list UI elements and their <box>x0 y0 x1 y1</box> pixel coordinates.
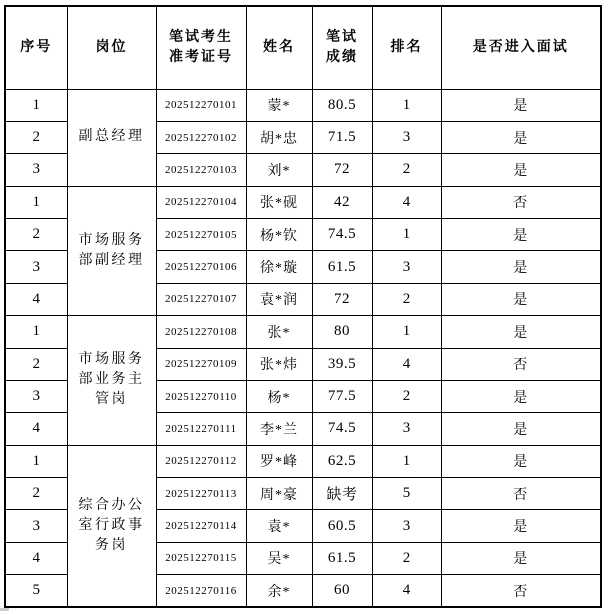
cell-interview: 是 <box>441 542 601 574</box>
header-ticket <box>156 6 246 89</box>
cell-ticket: 202512270107 <box>156 283 246 315</box>
cell-rank: 3 <box>372 251 441 283</box>
header-seq-label: 序号 <box>20 39 53 55</box>
cell-interview: 是 <box>441 445 601 477</box>
cell-name: 杨* <box>246 380 312 412</box>
cell-ticket: 202512270115 <box>156 542 246 574</box>
table-row <box>5 186 601 218</box>
cell-seq: 3 <box>5 510 67 542</box>
cell-ticket: 202512270110 <box>156 380 246 412</box>
cell-interview: 否 <box>441 186 601 218</box>
cell-score: 缺考 <box>312 478 372 510</box>
cell-ticket: 202512270101 <box>156 89 246 121</box>
cell-interview: 是 <box>441 510 601 542</box>
cell-name: 余* <box>246 575 312 607</box>
cell-name: 吴* <box>246 542 312 574</box>
cell-name: 刘* <box>246 154 312 186</box>
cell-interview: 否 <box>441 478 601 510</box>
cell-seq: 2 <box>5 348 67 380</box>
cell-interview: 是 <box>441 380 601 412</box>
cell-interview: 是 <box>441 121 601 153</box>
cell-name: 张*炜 <box>246 348 312 380</box>
cell-name: 罗*峰 <box>246 445 312 477</box>
cell-rank: 1 <box>372 89 441 121</box>
cell-ticket: 202512270108 <box>156 316 246 348</box>
cell-ticket: 202512270106 <box>156 251 246 283</box>
cell-rank: 3 <box>372 413 441 445</box>
cell-name: 李*兰 <box>246 413 312 445</box>
cell-name: 张* <box>246 316 312 348</box>
header-seq <box>5 6 67 89</box>
cell-name: 周*豪 <box>246 478 312 510</box>
cell-name: 胡*忠 <box>246 121 312 153</box>
cell-interview: 是 <box>441 219 601 251</box>
header-interview-label: 是否进入面试 <box>472 39 569 55</box>
cell-seq: 1 <box>5 316 67 348</box>
cell-interview: 否 <box>441 575 601 607</box>
cell-ticket: 202512270112 <box>156 445 246 477</box>
cell-score: 39.5 <box>312 348 372 380</box>
header-rank-label: 排名 <box>390 39 423 55</box>
cell-seq: 3 <box>5 251 67 283</box>
cell-interview: 是 <box>441 154 601 186</box>
table-row <box>5 445 601 477</box>
cell-rank: 2 <box>372 154 441 186</box>
cell-interview: 是 <box>441 316 601 348</box>
cell-seq: 4 <box>5 283 67 315</box>
position-label: 副总经理 <box>78 129 145 145</box>
cell-name: 杨*钦 <box>246 219 312 251</box>
cell-name: 袁*润 <box>246 283 312 315</box>
cell-ticket: 202512270114 <box>156 510 246 542</box>
cell-name: 徐*璇 <box>246 251 312 283</box>
cell-score: 72 <box>312 154 372 186</box>
exam-results-table <box>4 5 602 608</box>
header-rank <box>372 6 441 89</box>
cell-score: 60.5 <box>312 510 372 542</box>
header-row <box>5 6 601 89</box>
table-resize-handle-mark <box>0 608 9 611</box>
cell-score: 61.5 <box>312 542 372 574</box>
cell-score: 60 <box>312 575 372 607</box>
cell-rank: 3 <box>372 510 441 542</box>
cell-seq: 3 <box>5 380 67 412</box>
header-ticket-label: 笔试考生准考证号 <box>169 29 233 65</box>
cell-seq: 1 <box>5 186 67 218</box>
header-name-label: 姓名 <box>263 39 295 55</box>
cell-score: 61.5 <box>312 251 372 283</box>
header-position <box>67 6 156 89</box>
cell-interview: 是 <box>441 283 601 315</box>
cell-rank: 2 <box>372 542 441 574</box>
cell-position <box>67 316 156 446</box>
cell-position <box>67 445 156 607</box>
cell-score: 80 <box>312 316 372 348</box>
cell-score: 72 <box>312 283 372 315</box>
cell-score: 42 <box>312 186 372 218</box>
cell-rank: 4 <box>372 186 441 218</box>
cell-ticket: 202512270104 <box>156 186 246 218</box>
cell-name: 蒙* <box>246 89 312 121</box>
cell-rank: 5 <box>372 478 441 510</box>
cell-interview: 是 <box>441 89 601 121</box>
cell-score: 80.5 <box>312 89 372 121</box>
cell-seq: 2 <box>5 121 67 153</box>
cell-score: 77.5 <box>312 380 372 412</box>
cell-rank: 1 <box>372 219 441 251</box>
cell-seq: 4 <box>5 413 67 445</box>
cell-seq: 3 <box>5 154 67 186</box>
cell-ticket: 202512270109 <box>156 348 246 380</box>
cell-rank: 4 <box>372 348 441 380</box>
cell-seq: 4 <box>5 542 67 574</box>
header-interview <box>441 6 601 89</box>
cell-ticket: 202512270105 <box>156 219 246 251</box>
header-score-label: 笔试成绩 <box>326 29 358 65</box>
cell-rank: 3 <box>372 121 441 153</box>
cell-ticket: 202512270103 <box>156 154 246 186</box>
cell-position <box>67 186 156 316</box>
position-label: 综合办公室行政事务岗 <box>78 497 145 553</box>
cell-interview: 是 <box>441 413 601 445</box>
cell-interview: 是 <box>441 251 601 283</box>
position-label: 市场服务部副经理 <box>78 232 145 268</box>
cell-interview: 否 <box>441 348 601 380</box>
cell-seq: 5 <box>5 575 67 607</box>
cell-seq: 2 <box>5 478 67 510</box>
cell-rank: 4 <box>372 575 441 607</box>
cell-score: 74.5 <box>312 413 372 445</box>
cell-ticket: 202512270111 <box>156 413 246 445</box>
table-row <box>5 89 601 121</box>
table-row <box>5 316 601 348</box>
header-score <box>312 6 372 89</box>
cell-position <box>67 89 156 186</box>
cell-seq: 2 <box>5 219 67 251</box>
cell-rank: 1 <box>372 316 441 348</box>
cell-ticket: 202512270102 <box>156 121 246 153</box>
cell-ticket: 202512270116 <box>156 575 246 607</box>
cell-rank: 1 <box>372 445 441 477</box>
table-body <box>5 89 601 607</box>
position-label: 市场服务部业务主管岗 <box>78 352 145 408</box>
cell-ticket: 202512270113 <box>156 478 246 510</box>
cell-rank: 2 <box>372 380 441 412</box>
cell-name: 袁* <box>246 510 312 542</box>
cell-seq: 1 <box>5 89 67 121</box>
cell-score: 74.5 <box>312 219 372 251</box>
header-position-label: 岗位 <box>95 39 128 55</box>
cell-rank: 2 <box>372 283 441 315</box>
cell-name: 张*砚 <box>246 186 312 218</box>
header-name <box>246 6 312 89</box>
cell-seq: 1 <box>5 445 67 477</box>
cell-score: 71.5 <box>312 121 372 153</box>
cell-score: 62.5 <box>312 445 372 477</box>
